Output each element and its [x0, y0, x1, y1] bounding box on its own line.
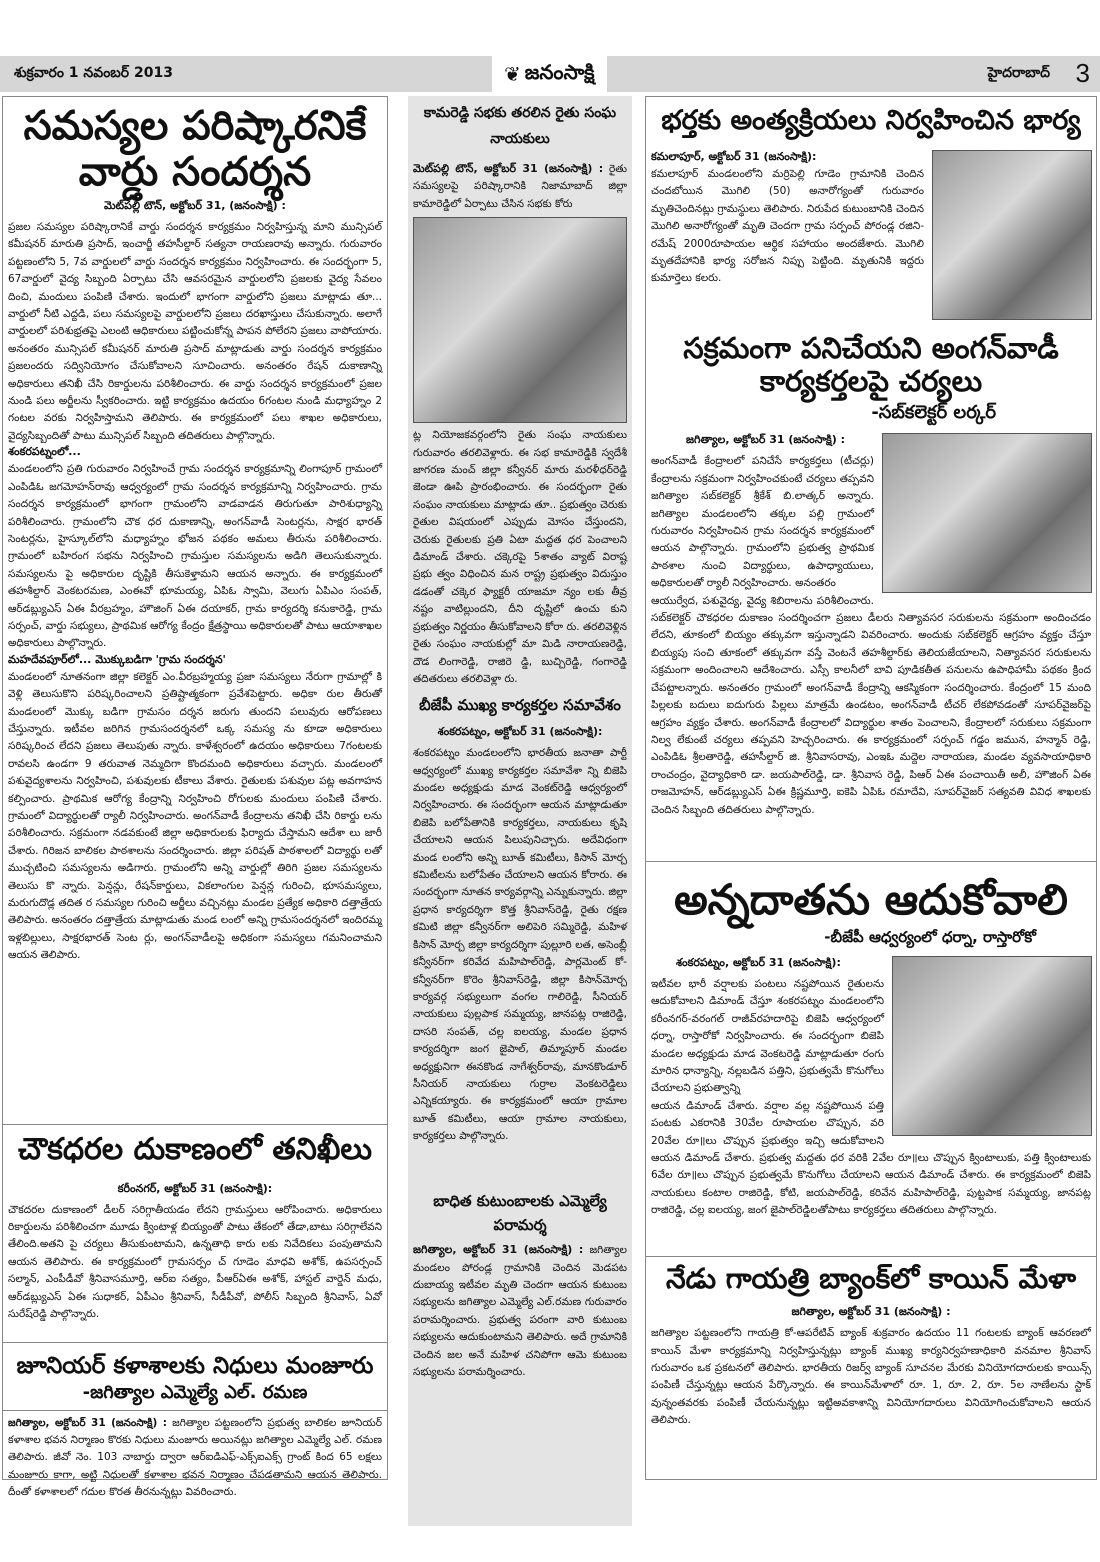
headline: జూనియర్ కళాశాలకు నిధులు మంజూరు [16, 1352, 374, 1379]
article-farmers-meeting [408, 96, 632, 689]
headline: నేడు గాయత్రి బ్యాంక్‌లో కాయిన్ మేళా [665, 1261, 1077, 1295]
article-mla-consolation [408, 1185, 632, 1381]
body-text: ఆయుర్వేద, పశువైద్య, వైద్య శిబిరాలను పరిశీలించారు. సబ్‌కలెక్టర్ చౌకధరల దుకాణం సందర్శించగా ప్రజలు డీలరు నిత్యావసర సరుకులను సక్రమంగా అందించడం లేదని, తూకంలో బియ్యం తక్కువగా ఇస్తున్నాడని వివరించారు. అందుకు సబ్‌కలెక్టర్ ఆగ్రహం వ్యక్తం చేస్తూ బియ్యపు సంచి తూకంలో తక్కువగా వస్తే వెంటనే తహశీల్దార్‌కు తెలియజేయాలని, నిత్యావసర సరుకులను సక్రమంగా అందించాలని ఆదేశించారు. ఎస్సీ కాలనీలో బావి పూడికతీత పనులను ఉపాధిహామీ పథకం క్రింద చేపట్టాలన్నారు. అనంతరం గ్రామంలో అంగన్‌వాడీ కేంద్రాన్ని ఆకస్మికంగా సందర్శించారు. కేంద్రంలో 15 మంది పిల్లలకు బదులు ఐదుగురు పిల్లలు మాత్రమే ఉండటం, అంగన్‌వాడీ టీచర్ లేకపోవడంతో సూపర్‌వైజర్‌పై ఆగ్రహం వ్యక్తం చేశారు. అంగన్‌వాడీ కేంద్రాలలో విద్యార్థుల శాతం పెంచాలని, కేంద్రాలలో సరుకులు సక్రమంగా నిల్వ లేకుంటే చర్యలు తప్పవని హెచ్చరించారు. ఈ కార్యక్రమంలో సర్పంచ్ గడ్డం జమున, హన్మాన్ రెడ్డి, ఎంపిడిఓ శ్రీలతారెడ్డి, తహసీల్దార్ జి. శ్రీనివాసరావు, ఎంఇఓ మద్దెల నారాయణ, మండల వ్యవసాయాధికారి రాంచంద్రం, వైద్యాధికారి డా. జయపాల్‌రెడ్డి, డా. శ్రీనివాస రెడ్డి, పిఆర్ ఏఈ పంచాయితీ అలీ, హౌజింగ్ ఏఈ రాజమోహన్, ఆర్‌డబ్ల్యుఎస్ ఏఈ క్రిష్ణమూర్తి, ఐకెపి ఏపిఓ రమాదేవి, సూపర్‌వైజర్ సత్యవతి వివిధ శాఖలకు చెందిన సిబ్బంది తదితరులు పాల్గొన్నారు. [651, 594, 1091, 816]
headline: సక్రమంగా పనిచేయని అంగన్‌వాడీ [683, 331, 1059, 366]
right-column [645, 96, 1097, 1480]
article-ration-shop [3, 1133, 387, 1342]
subheading: మహదేవపూర్‌లో... మొక్కుబడిగా 'గ్రామ సందర్శన' [8, 652, 226, 666]
issue-date: శుక్రవారం 1 నవంబర్ 2013 [14, 65, 173, 81]
body-text: జగిత్యాల మండలం పోరండ్ల గ్రామానికి చెందిన మెడపట దుబాయ్య ఇటీవల మృతి చెందగా ఆయన కుటుంబ సభ్యులను జగిత్యాల ఎమ్మెల్యే ఎల్.రమణ గురువారం పరామర్శించారు. ప్రభుత్వ పరంగా వారి కుటుంబ సభ్యులను ఆదుకుంటామని తెలిపారు. అదే గ్రామానికి చెందిన జల అనే మహిళ చనిపోగా ఆమె కుటుంబ సభ్యులను పరామర్శించారు. [413, 1244, 627, 1379]
body-text: రైతు సమస్యలపై పరిష్కారానికి నిజామాబాద్ జిల్లా కామారెడ్డిలో ఏర్పాటు చేసిన సభకు కోరు [413, 163, 627, 210]
photo-dharna [892, 956, 1092, 1136]
body-text: మండలంలోని ప్రతి గురువారం నిర్వహించే గ్రామ సందర్శన కార్యక్రమాన్ని లింగాపూర్ గ్రామంలో ఎంపిడిఓ జగమోహన్‌రావు ఆధ్వర్యంలో గ్రామ సందర్శన కార్యక్రమాన్ని నిర్వహించారు. గ్రామ సందర్శన కార్యక్రమంలో భాగంగా గ్రామంలోని వాడవాడన తిరుగుతూ పారిశుధ్యాన్ని పరిశీలించారు. గ్రామంలోని చౌక ధర దుకాణాన్ని, అంగన్‌వాడీ సెంటర్లను, సాక్షర భారత్ సెంటర్లను, హైస్కూల్‌లోని మధ్యాహ్నం భోజన పథకం అమలు తీరును పరిశీలించారు. గ్రామంలో బహిరంగ సభను నిర్వహించి గ్రామస్తుల సమస్యలను అడిగి తెలుసుకున్నారు. సమస్యలను పై అధికారుల దృష్టికి తీసుకెళ్తామని ఆయన అన్నారు. ఈ కార్యక్రమంలో తహశీల్దార్ వెంకటరమణ, ఎంఈవో భూమయ్య, ఏపిఓ స్వామి, వెలుగు ఏపిఎం సంపత్, ఆర్‌డబ్ల్యుఎస్ ఏఈ వీరబ్రహ్మం, హౌజింగ్ ఏఈ దయాకర్, గ్రామ కార్యదర్శి కనుకారెడ్డి, గ్రామ సర్పంచ్, వార్డు సభ్యులు, ప్రాథమిక ఆరోగ్య కేంద్రం క్షేత్రస్థాయి అధికారులతో పాటు ఆయాశాఖల అధికారులు పాల్గొన్నారు. [8, 463, 382, 650]
page-header [0, 56, 1100, 92]
dateline: జగిత్యాల, అక్టోబర్ 31 (జనంసాక్షి) : [413, 1243, 584, 1257]
dateline: మెట్‌పల్లి టౌన్, అక్టోబర్ 31, (జనంసాక్షి) : [104, 199, 286, 212]
photo-farmers-rally [413, 217, 627, 423]
photo-anganwadi-visit [882, 433, 1092, 593]
headline-line2: కార్యకర్తలపై చర్యలు [759, 364, 983, 399]
article-wife-funeral [646, 105, 1096, 324]
body-text [3, 1415, 387, 1502]
dateline: శంకరపట్నం, అక్టోబర్ 31 (జనంసాక్షి): [437, 725, 603, 739]
headline: అన్నదాతను ఆదుకోవాలి [674, 875, 1068, 925]
dateline: శంకరపట్నం, అక్టోబర్ 31 (జనంసాక్షి): [676, 955, 841, 969]
photo-funeral [932, 150, 1092, 320]
edition-city: హైదరాబాద్ [987, 65, 1050, 81]
body-text: చౌకదరల దుకాణంలో డీలర్ సరిగ్గాతీయడం లేదని గ్రామస్తులు ఆరోపించారు. అధికారులు రికార్డులను పరిశీలించగా మూడు క్వింటాళ్ల బియ్యంతో పాటు తేకంలో తేడా,బాటు సరిగ్గాలేవని తేలింది.అతని పై చర్యలు తీసుకుంటామని, ఉన్నతాధి కారు లకు నివేదికలు పంపుతామని ఆయన తెలిపారు. ఈ కార్యక్రమంలో గ్రామసర్పం చ్ గూడెం మాధవి అశోక్, ఉపసర్పంచ్ సల్మాన్, ఎంపీడీవో శ్రీనివాసమూర్తి, ఆర్ఐ సత్యం, పీఆర్ఏఈ అశోక్, హాస్టల్ వార్డెన్ మధు, ఆర్‌డబ్ల్యుఎస్ ఏఈ సుధాకర్, ఏపీఎం శ్రీనివాస్, సీడీపీవో, పోలీస్ సిబ్బంది శ్రీనివాస్, ఏవో సురేష్‌రెడ్డి పాల్గొన్నారు. [8, 1203, 382, 1320]
dateline: జగిత్యాల, అక్టోబర్ 31 (జనంసాక్షి) : [686, 433, 846, 447]
body-text: ఇటీవల భారీ వర్షాలకు పంటలు నష్టపోయిన రైతులను ఆదుకోవాలని డిమాండ్ చేస్తూ శంకరపట్నం మండలంలోని కరీంనగర్-వరంగల్ రాజీవ్‌రహదారిపై బిజెపి ఆధ్వర్యంలో ధర్నా, రాస్తారోకో నిర్వహించారు. ఈ సందర్భంగా బిజెపి మండల అధ్యక్షుడు మాడ వెంకటరెడ్డి మాట్లాడుతూ రంగు మారిన ధాన్యాన్ని, నల్లబడిన పత్తిని, ప్రభుత్వమే కొనుగోలు చేయాలని ప్రభుత్వాన్ని [651, 977, 884, 1095]
divider [3, 1124, 387, 1125]
dateline: కరీంనగర్, అక్టోబర్ 31 (జనంసాక్షి): [117, 1181, 273, 1195]
body-text-content: జగిత్యాల పట్టణంలోని ప్రభుత్వ బాలికల జూనియర్ కళాశాల భవన నిర్మాణం కొరకు నిధులు మంజూరు అయినట్లు జగిత్యాల ఎమ్మెల్యే ఎల్. రమణ తెలిపారు. జీవో నెం. 103 నాబార్డు ద్వారా ఆర్ఐడిఎఫ్-ఎక్స్ఐఎక్స్ గ్రాంట్ కింద 65 లక్షలు మంజూరు కాగా, అట్టి నిధులతో కళాశాల భవన నిర్మాణం చేపడతామని ఆయన తెలిపారు. దీంతో కళాశాలలో గదుల కొరత తీరనున్నట్లు వివరించారు. [8, 1416, 382, 1499]
body-text: జగిత్యాల పట్టణంలోని గాయత్రి కో-ఆపరేటివ్ బ్యాంక్ శుక్రవారం ఉదయం 11 గంటలకు బ్యాంక్ ఆవరణలో కాయిన్ మేళా కార్యక్రమాన్ని నిర్వహిస్తున్నట్లు బ్యాంక్ ముఖ్య కార్యనిర్వహణాధికారి వనమాల శ్రీనివాస్ గురువారం ఒక ప్రకటనలో తెలిపారు. భారతీయ రిజర్వ్ బ్యాంక్ సూచనల మేరకు వినియోగదారులకు కాయిన్స్ పంపిణీ చేస్తున్నట్లు ఆయన పేర్కొన్నారు. ఈ కాయిన్‌మేళాలో రూ. 1, రూ. 2, రూ. 5ల నాణేలను స్టాక్ వున్నంతవరకు పంపిణీ చేయనున్నట్లు ఇట్టిఅవకాశాన్ని వినియోగదారులు వినియోగించుకోవాలని ఆయన తెలిపారు. [651, 1327, 1091, 1427]
article-farmers-protest [646, 876, 1096, 1256]
divider [646, 1256, 1096, 1257]
body-text: మండలంలో నూతనంగా జిల్లా కలెక్టర్ ఎం.వీరబ్రహ్మయ్య ప్రజా సమస్యలు నేరుగా గ్రామాల్లో కి వెళ్లి తెలుసుకొని పరిష్కరించాలని ప్రతిష్టాత్మకంగా ప్రవేశపెట్టారు. అధికా రుల తీరుతో మండలంలో మొక్కు బడిగా గ్రామసం దర్శన జరుగు తుందని పలువురు ఆరోపణలు చేస్తున్నారు. ఇటీవల జరిగిన గ్రామసందర్శనలో ఒక్క సమస్య ను కూడా అధికారులు సరిష్కరించ లేదని ప్రజలు తెలుపుతు న్నారు. కాళేశ్వరంలో ఉదయం అధికారులు 7గంటలకు రావలసి ఉండగా 9 తరువాత నెమ్మదిగా కొందమంది అధికారులు వచ్చారు. మండలంలో పశువైద్యశాలను నిర్వహించి, పశువులకు టీకాలు వేశారు. రైతులకు పశువుల పట్ల అవగాహన కల్పించారు. ప్రాథమిక ఆరోగ్య కేంద్రాన్ని నిర్వహించి రోగులకు మందులు పంపిణి చేశారు. గ్రామంలో విద్యార్థులతో ర్యాలీ నిర్వహించారు. అంగన్‌వాడీ కేంద్రాలను తనిఖీ చేసి రికార్డు లను పరిశీలించారు. సక్రమంగా నడవకుంటే జిల్లా అధికారులకు ఫిర్యాదు చేస్తామని ఆదేశా లు జారీ చేశారు. గిరిజన బాలికల పాఠశాలను సందర్శించారు. జిల్లా పరిషత్ పాఠశాలలో విద్యార్థు లతో ముచ్చటించి సమస్యలను అడిగారు. గ్రామంలోని అన్ని వార్డుల్లో తిరిగి ప్రజల సమస్యలను తెలుసు కొ న్నారు. పెన్షన్లు, రేషన్‌కార్డులు, వికలాంగుల పెన్షన్ల గురించి, భూసమస్యలు, మరుగుదొడ్ల తదిత ర సమస్యల గురించి అర్జీలు వచ్చినట్లు మండల ప్రత్యేక అధికారి దత్తాత్రేయ తెలిపారు. అనంతరం దత్తాత్రేయ మాట్లాడుతు మండ లంలో అన్ని గ్రామసందర్శనలో ఇందిరమ్మ ఇళ్లబిల్లులు, సాక్షరభారత్ సెంట ర్లు, అంగన్‌వాడీలపై అధికంగా సమస్యలు గమనించామని ఆయన తెలిపారు. [8, 670, 382, 962]
headline: భర్తకు అంత్యక్రియలు నిర్వహించిన భార్య [661, 105, 1081, 136]
article-bjp-meeting [408, 689, 632, 1185]
article-junior-college [3, 1353, 387, 1545]
middle-column [408, 96, 632, 1526]
divider [3, 1342, 387, 1343]
body-text: అంగన్‌వాడీ కేంద్రాలలో పనిచేసే కార్యకర్తలు (టీచర్లు) కేంద్రాలను సక్రమంగా నిర్వహించకుంటే చర్యలు తప్పవని జగిత్యాల సబ్‌కలెక్టర్ శ్రీకేశ్ బి.లాత్కర్ అన్నారు. జగిత్యాల మండలంలోని తక్కల పల్లి గ్రామంలో గురువారం నిర్వహించిన గ్రామ సందర్శన కార్యక్రమంలో ఆయన పాల్గొన్నారు. గ్రామంలోని ప్రభుత్వ ప్రాథమిక పాఠశాల నుంచి విద్యార్థులు, ఉపాధ్యాయులు, అధికారులతో ర్యాలీ నిర్వహించారు. అనంతరం [651, 455, 874, 590]
body-text: శంకరపట్నం మండలంలోని భారతీయ జనాతా పార్టీ ఆధ్వర్యంలో ముఖ్య కార్యకర్తల సమావేశా న్ని బిజెపి మండల అధ్యక్షుడు మాడ వెంకట్‌రెడ్డి ఆధ్వర్యంలో నిర్వహించారు. ఈ సందర్భంగా ఆయన మాట్లాడుతూ బిజెపి బలోపేతానికి కార్యకర్తలు, నాయకులు కృషి చేయాలని ఆయన పిలుపునిచ్చారు. అదేవిధంగా మండ లంలోని అన్ని బూత్ కమిటీలు, కిసాన్ మోర్చ కమిటీలను బలోపేతం చేయాలని ఆయన కోరారు. ఈ సందర్భంగా నూతన కార్యవర్గాన్ని ఎన్నుకున్నారు. జిల్లా ప్రధాన కార్యదర్శిగా కొత్త శ్రీనివాస్‌రెడ్డి, రైతు రక్షణ కమిటి జిల్లా కన్వీనర్‌గా అలిపెరి సమ్మిరెడ్డి, మహిళ కిసాన్ మోర్చ జిల్లా కార్యదర్శిగా పుల్లూరి లత, అసెంబ్లీ కన్వీనర్‌గా కరివేద మహిపాల్‌రెడ్డి, పార్లమెంట్ కో-కన్వీనర్‌గా కొరెం శ్రీనివాస్‌రెడ్డి, జిల్లా కిసాన్‌మోర్చ కార్యవర్గ సభ్యులుగా వంగల గాలిరెడ్డి, సీనియర్ నాయకులు పుల్లపాక సమ్మయ్య, జానపట్ల రాజిరెడ్డి, దాసరి సంపత్, చల్ల ఐలయ్య, మండల ప్రధాన కార్యదర్శిగా జంగ జైపాల్, తిమ్మాపూర్ మండల అధ్యక్షునిగా ఈనకొండ నాగేశ్వర్‌రావు, మానకొండూర్ సీనియర్ నాయకులు గుర్రాల వెంకటరెడ్డిలు ఎన్నికయ్యారు. ఈ కార్యక్రమంలో ఆయా గ్రామాల బూత్ కమిటీలు, ఆయా గ్రామాల నాయకులు, కార్యకర్తలు పాల్గొన్నారు. [413, 747, 627, 1143]
subtitle: -సబ్‌కలెక్టర్ లర్కర్ [871, 401, 996, 423]
subtitle: -బీజేపీ ఆధ్వర్యంలో ధర్నా, రాస్తారోకో [824, 927, 1036, 946]
headline: చౌకధరల దుకాణంలో తనిఖీలు [17, 1132, 373, 1167]
article-coin-mela [646, 1263, 1096, 1430]
body-text: ట్ల నియోజకవర్గంలోని రైతు సంఘ నాయకులు గురువారం తరలివెళ్లారు. ఈ సభ కామారెడ్డికి స్వదేశీ జాగరణ మంచ్ జిల్లా కన్వీనర్ మారు మరళీధర్‌రెడ్డి జెండా ఊపి ప్రారంభించారు. ఈ సందర్భంగా రైతు సంఘం నాయకులు మాట్లాడు తూ.. ప్రభుత్వం చెరుకు రైతుల విషయంలో ఎప్పుడు మోసం చేస్తుందని, చెరుకు రైతులకు ప్రతి ఏటా మద్దత ధర పెంచాలని డిమాండ్ చేశారు. చక్కెరపై 5శాతం వ్యాట్ విరాష్ట ప్రభు త్వం విధించిన మన రాష్ట్ర ప్రభుత్వం విదుస్తుం డడంతో చక్కెర ఫ్యాక్టరీ యాజమా న్యం లకు తీవ్ర నష్టం వాటిల్లుందని, దీని దృష్టిలో ఉంచు కుని ప్రభుత్వం నిర్ణయం తీసుకోవాలని కోరా రు. తరలివెళ్లిన రైతు సంఘం నాయకుల్లో మా మిడి నారాయణరెడ్డి, దౌడ లింగారెడ్డి, రాజిరె డ్డి, బుచ్చిరెడ్డి, గంగారెడ్డి తదితరులు తరలివెళ్లా రు. [413, 429, 627, 685]
body-text: ప్రజల సమస్యల పరిష్కారానికే వార్డు సందర్శన కార్యక్రమం నిర్వహిస్తున్న మాని మున్సిపల్ కమీషనర్ మారుతి ప్రసాద్, ఇంచార్జీ తహసీల్దార్ సత్యనా రాయణరావు అన్నారు. గురువారం పట్టణంలోని 5, 7వ వార్డులలో వార్డు సందర్శన కార్యక్రమం నిర్వహించారు. ఈ సందర్భంగా 5, 67వార్డులో వైద్య సిబ్బంది ఏర్పాటు చేసి ఆవసరమైన వార్డులలోని ప్రజలకు వైద్య సేవలం దించి, మందులు పంపిణి చేశారు. ఇందులో భాగంగా వార్డులోని ప్రజలు మాట్లాడు తూ... వార్డులో నీటి ఎద్దడి, పలు సమస్యలపై వార్డులలోని ప్రజలు దరఖాస్తులు చేసుకున్నారు. అలాగే వార్డులలో పరిశుభ్రతపై ఎలంటి ఆధికారులు పట్టించుకోన్న పాపన పోలేరని ప్రజలు వాపోయారు. అనంతరం మున్సిపల్ కమీషనర్ మారుతి ప్రసాద్ మాట్లాడుతు వార్డు సందర్శన కార్యక్రమం ప్రజలందరు సద్వినియోగం చేసుకోవాలని సూచించారు. అనంతరం రేషన్ దుకాణాన్ని అధికారులు తనిఖీ చేసి రికార్డులను పరిశీలించారు. ఈ వార్డు సందర్శన కార్యక్రమంలో ప్రజల నుండి పలు అర్జీలను స్వీకరించారు. ఇట్టి కార్యక్రమం ఉదయం 6గంటల నుండి మధ్యాహ్నం 2 గంటల వరకు నిర్వహిస్తామని తెలిపారు. ఈ కార్యక్రమంలో పలు శాఖల అధికారులు, వైద్యసిబ్బందితో పాటు మున్సిపల్ సిబ్బంది తదితరులు పాల్గొన్నారు. [8, 221, 382, 442]
headline: సమస్యల పరిష్కారనికే [23, 103, 367, 149]
subtitle: -జగిత్యాల ఎమ్మెల్యే ఎల్. రమణ [82, 1381, 308, 1403]
dateline: మెట్‌పల్లి టౌన్, అక్టోబర్ 31 (జనంసాక్షి) : [413, 162, 604, 175]
article-anganwadi [646, 332, 1096, 861]
masthead-logo [492, 56, 607, 92]
divider [646, 861, 1096, 862]
body-text: కమలాపూర్ మండలంలోని మర్రిపెల్లి గూడెం గ్రామానికి చెందిన చందబోయిన మొగిలి (50) అనారోగ్యంతో గురువారం మృతిచెందినట్లు గ్రామస్థులు తెలిపారు. నిరుపేద కుటుంబానికి చెందిన మొగిలి అనారోగ్యంతో మృతి చెందగా గ్రామ సర్పంచ్ పోరండ్ల రజిని-రమేష్ 2000రూపాయల ఆర్థిక సహాయం అందజేశారు. మొగిలి మృతదేహానికి భార్య సరోజన నిప్పు పెట్టింది. మృతునికి ఇద్దరు కుమార్తెలు కలరు. [651, 168, 924, 285]
page-number: 3 [1075, 58, 1090, 88]
body-text: ఆయన డిమాండ్ చేశారు. వర్షాల వల్ల నష్టపోయిన పత్తి పంటకు ఎకరానికి 30వేల రూపాయల చొప్పున, వరి 20వేల రూ॥లు చొప్పున ప్రభుత్వం ఇచ్చి ఆదుకోవాలని ఆయన డిమాండ్ చేశారు. ప్రభుత్వ మద్దతు ధర వరికి 2వేల రూ॥లు చొప్పున క్వింటాలుకు, పత్తి క్వింటాలుకు 6వేల రూ॥లు చొప్పున ప్రభుత్వమే కొనుగోలు చేయాలని ఆయన డిమాండ్ చేశారు. ఈ కార్యక్రమంలో బిజెపి నాయకులు కంటాల రాజిరెడ్డి, కోటి, జయపాల్‌రెడ్డి, కరివేన మహిపాల్‌రెడ్డి, పుట్టపాక సమ్మయ్య, జానపట్ల రాజిరెడ్డి, చల్ల ఐలయ్య, జంగ జైపాల్‌రెడ్డిలతోపాటు కార్యకర్తలు తదితరులు పాల్గొన్నారు. [651, 1099, 1091, 1217]
logo-text: జనంసాక్షి [524, 59, 595, 84]
article-ward-visit [3, 103, 387, 1124]
dateline: కమలాపూర్, అక్టోబర్ 31 (జనంసాక్షి): [651, 150, 817, 164]
dateline: జగిత్యాల, అక్టోబర్ 31 (జనంసాక్షి) : [791, 1305, 951, 1319]
logo-emblem-icon: ❦ [504, 62, 521, 86]
dateline: జగిత్యాల, అక్టోబర్ 31 (జనంసాక్షి) : [8, 1416, 167, 1429]
headline: బాధిత కుటుంబాలకు ఎమ్మెల్యే పరామర్శ [433, 1192, 607, 1235]
left-column [2, 96, 388, 1499]
headline: బీజేపీ ముఖ్య కార్యకర్తల సమావేశం [419, 696, 621, 715]
subheading: శంకరపట్నంలో... [8, 445, 81, 459]
headline: కామరెడ్డి సభకు తరలిన రైతు సంఘ నాయకులు [423, 105, 617, 147]
headline-line2: వార్డు సందర్శన [78, 149, 312, 195]
